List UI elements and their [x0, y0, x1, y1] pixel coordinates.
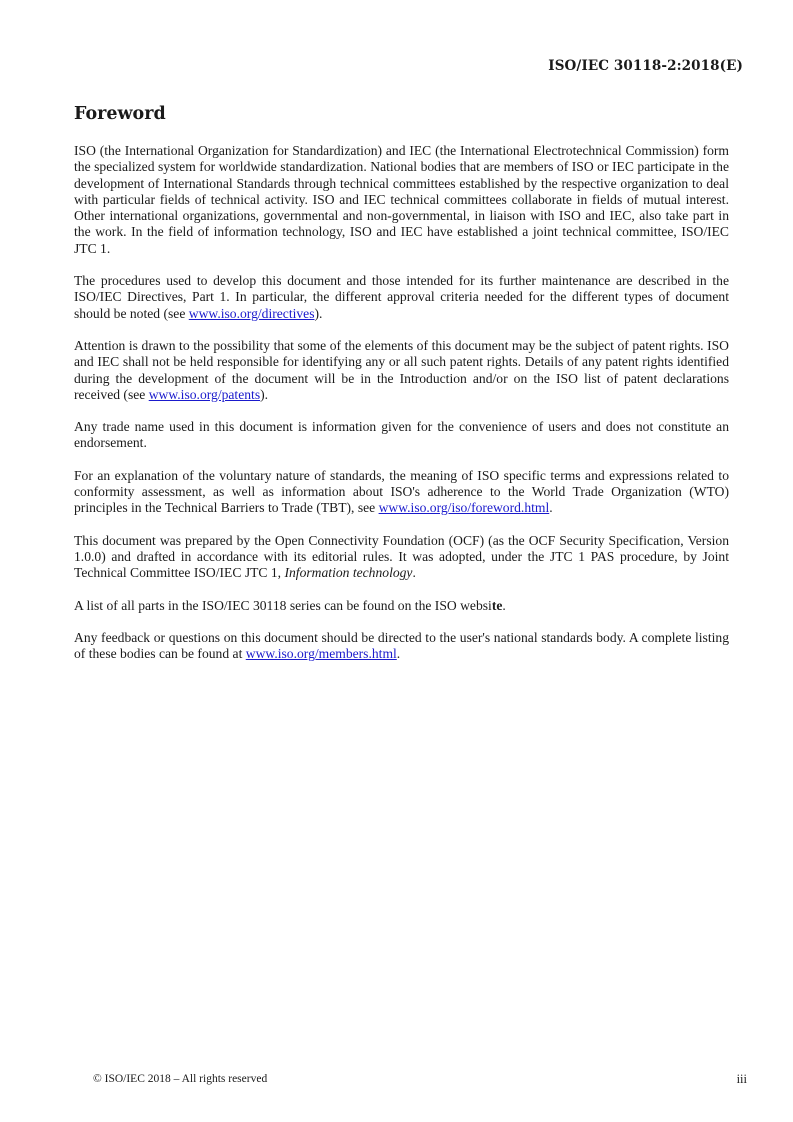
directives-link[interactable]: www.iso.org/directives — [188, 305, 315, 321]
paragraph-procedures — [74, 273, 729, 322]
paragraph-text: A list of all parts in the ISO/IEC 30118 series can be found on the ISO websi — [74, 597, 492, 613]
paragraph-patent-rights — [74, 338, 729, 403]
paragraph-text: . — [502, 597, 506, 613]
paragraph-feedback — [74, 630, 729, 663]
paragraph-trade-name: Any trade name used in this document is information given for the convenience of users and does not constitute an endorsement. — [74, 419, 729, 451]
patents-link[interactable]: www.iso.org/patents — [148, 386, 261, 402]
page-title: Foreword — [74, 104, 166, 124]
paragraph-voluntary-nature — [74, 468, 729, 517]
footer-copyright: © ISO/IEC 2018 – All rights reserved — [93, 1073, 268, 1085]
bold-text: te — [491, 597, 503, 613]
paragraph-text: ). — [314, 305, 323, 321]
members-link[interactable]: www.iso.org/members.html — [245, 646, 397, 662]
paragraph-text: . — [396, 646, 401, 662]
paragraph-text: ). — [260, 386, 269, 402]
foreword-link[interactable]: www.iso.org/iso/foreword.html — [378, 500, 550, 516]
footer-page-number: iii — [736, 1072, 747, 1086]
paragraph-iso-iec-intro: ISO (the International Organization for Standardization) and IEC (the International Electrotechnical Commission) form the specialized system for worldwide standardization. National bodies that are members of ISO or IEC participate in the development of International Standards through technical committees established by the respective organization to deal with particular fields of technical activity. ISO and IEC technical committees collaborate in fields of mutual interest. Other international organizations, governmental and non-governmental, in liaison with ISO and IEC, also take part in the work. In the field of information technology, ISO and IEC have established a joint technical committee, ISO/IEC JTC 1. — [74, 143, 729, 256]
paragraph-series-list — [74, 598, 729, 614]
foreword-body — [74, 143, 729, 678]
paragraph-text: . — [412, 565, 416, 581]
paragraph-text: The procedures used to develop this document and those intended for its further maintenance are described in the ISO/IEC Directives, Part 1. In particular, the different approval criteria needed for the different types of document should be noted (see — [74, 273, 729, 321]
paragraph-prepared-by — [74, 533, 729, 582]
document-identifier: ISO/IEC 30118-2:2018(E) — [548, 58, 743, 74]
paragraph-text: . — [549, 500, 553, 516]
paragraph-text: This document was prepared by the Open Connectivity Foundation (OCF) (as the OCF Security Specification, Version 1.0.0) and drafted in accordance with its editorial rules. It was adopted, under the JTC 1 PAS procedure, by Joint Technical Committee ISO/IEC JTC 1, — [74, 532, 729, 581]
paragraph-text: Attention is drawn to the possibility that some of the elements of this document may be the subject of patent rights. ISO and IEC shall not be held responsible for identifying any or all such patent rights. Details of any patent rights identified during the development of the document will be in the Introduction and/or on the ISO list of patent declarations received (see — [74, 337, 729, 402]
paragraph-text: For an explanation of the voluntary nature of standards, the meaning of ISO specific terms and expressions related to conformity assessment, as well as information about ISO's adherence to the World Trade Organization (WTO) principles in the Technical Barriers to Trade (TBT), see — [74, 467, 729, 516]
italic-text: Information technology — [284, 565, 413, 581]
paragraph-text: Any feedback or questions on this document should be directed to the user's national standards body. A complete listing of these bodies can be found at — [74, 629, 729, 662]
